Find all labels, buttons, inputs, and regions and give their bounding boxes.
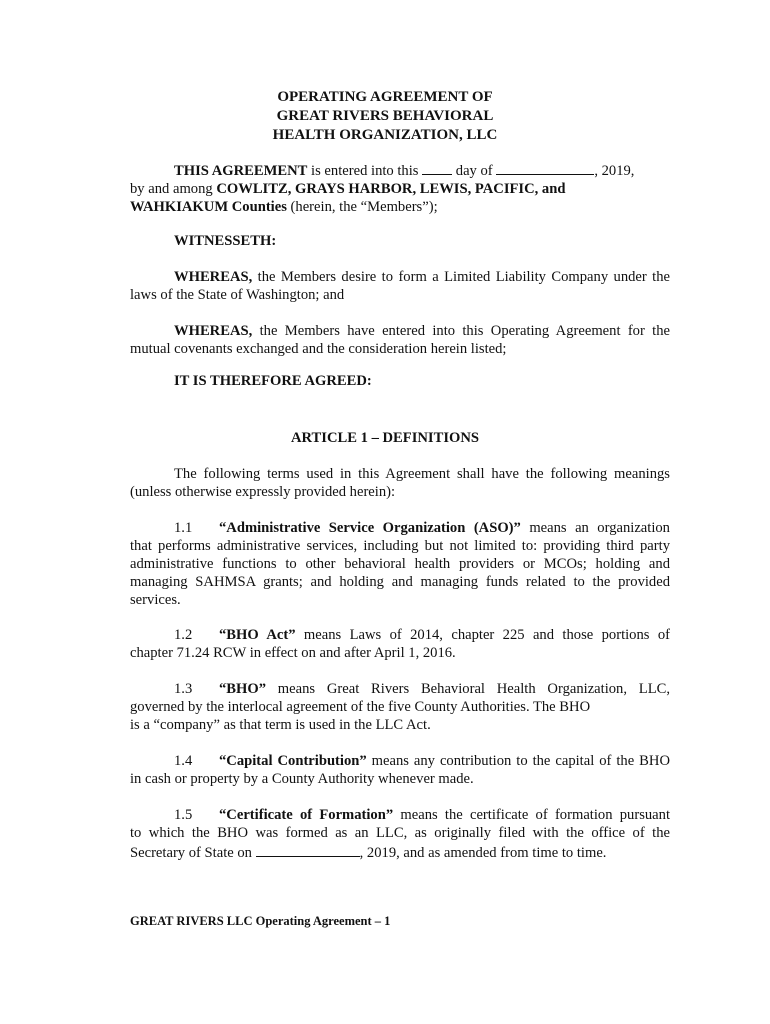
definitions-intro: The following terms used in this Agreement shall have the following meanings (unless otherwise expressly provided herein): — [130, 466, 670, 500]
definition-1-5: 1.5 “Certificate of Formation” means the certificate of formation pursuant to which the BHO was formed as an LLC, as originally filed with the office of the Secretary of State on , 2019, and as amended from time to time. — [130, 807, 670, 861]
definition-term: “Capital Contribution” — [219, 753, 367, 769]
preamble-paragraph: THIS AGREEMENT is entered into this day of , 2019, by and among COWLITZ, GRAYS HARBOR, LEWIS, PACIFIC, and WAHKIAKUM Counties (herein, the “Members”); — [130, 160, 670, 216]
title-line-3: HEALTH ORGANIZATION, LLC — [272, 127, 498, 143]
parties: COWLITZ, GRAYS HARBOR, LEWIS, PACIFIC, and — [216, 181, 566, 197]
document-title — [0, 88, 770, 145]
day-blank — [422, 160, 452, 175]
definition-term: “Administrative Service Organization (ASO)” — [219, 520, 521, 536]
whereas-paragraph-1: WHEREAS, the Members desire to form a Limited Liability Company under the laws of the State of Washington; and — [130, 269, 670, 303]
article-1-heading: ARTICLE 1 – DEFINITIONS — [290, 430, 480, 446]
witnesseth: WITNESSETH: — [174, 233, 277, 249]
definition-term: “Certificate of Formation” — [219, 807, 394, 823]
therefore-clause: IT IS THEREFORE AGREED: — [174, 373, 372, 389]
title-line-1: OPERATING AGREEMENT OF — [277, 89, 493, 105]
formation-date-blank — [256, 842, 360, 857]
whereas-paragraph-2: WHEREAS, the Members have entered into this Operating Agreement for the mutual covenants exchanged and the consideration herein listed; — [130, 323, 670, 357]
definition-1-1: 1.1 “Administrative Service Organization (ASO)” means an organization that performs administrative services, including but not limited to: providing third party administrative functions to other behavioral health providers or MCOs; holding and managing SAHMSA grants; and holding and managing funds related to the provided services. — [130, 520, 670, 608]
page-footer: GREAT RIVERS LLC Operating Agreement – 1 — [130, 914, 391, 928]
definition-1-2: 1.2 “BHO Act” means Laws of 2014, chapter 225 and those portions of chapter 71.24 RCW in effect on and after April 1, 2016. — [130, 627, 670, 661]
title-line-2: GREAT RIVERS BEHAVIORAL — [276, 108, 494, 124]
definition-term: “BHO Act” — [219, 627, 296, 643]
definition-1-3: 1.3 “BHO” means Great Rivers Behavioral Health Organization, LLC, governed by the interlocal agreement of the five County Authorities. The BHO is a “company” as that term is used in the LLC Act. — [130, 681, 670, 733]
preamble-lead: THIS AGREEMENT — [174, 163, 308, 179]
definition-term: “BHO” — [219, 681, 267, 697]
definition-1-4: 1.4 “Capital Contribution” means any contribution to the capital of the BHO in cash or property by a County Authority whenever made. — [130, 753, 670, 787]
month-blank — [496, 160, 594, 175]
